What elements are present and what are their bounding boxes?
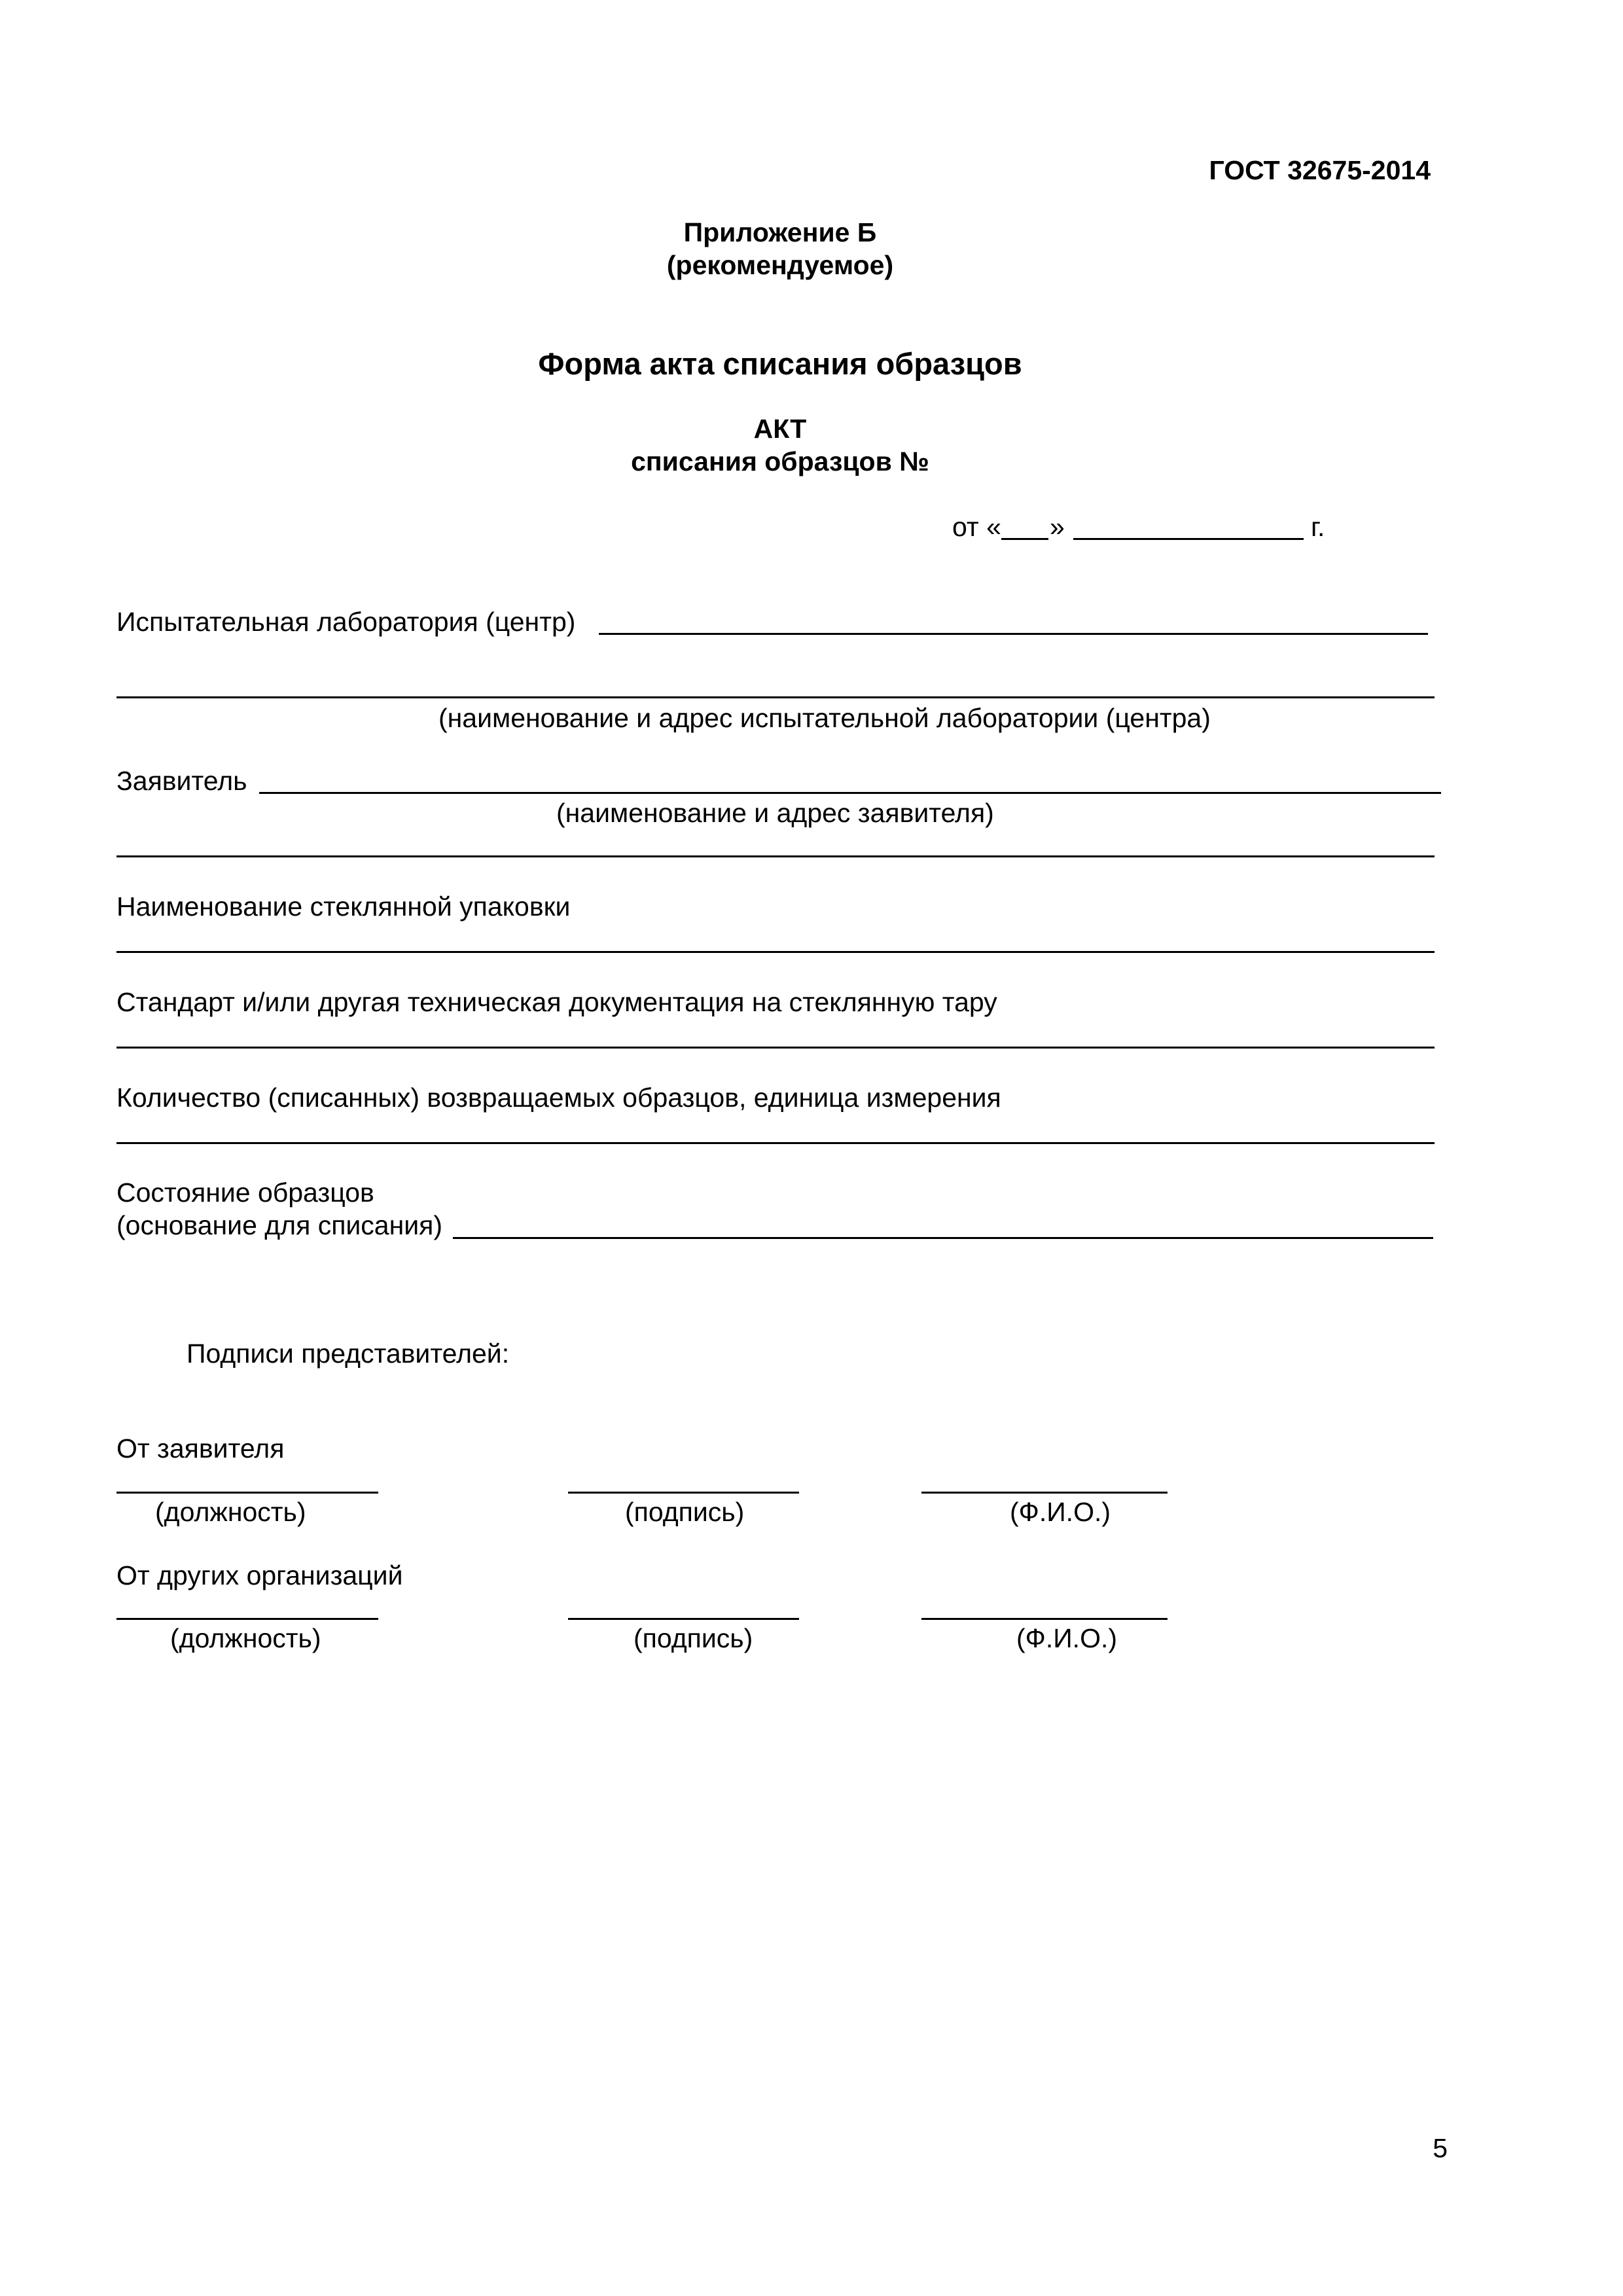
standard-header: ГОСТ 32675-2014 — [1209, 155, 1431, 185]
package-field[interactable] — [116, 951, 1435, 953]
quantity-field[interactable] — [116, 1142, 1435, 1144]
applicant-field[interactable] — [259, 792, 1441, 794]
others-signature-label: От других организаций — [116, 1560, 403, 1590]
standard-label: Стандарт и/или другая техническая документация на стеклянную тару — [116, 987, 997, 1017]
others-signature-caption: (подпись) — [633, 1623, 753, 1653]
date-month-field[interactable] — [1073, 538, 1304, 540]
applicant-position-field[interactable] — [116, 1492, 378, 1494]
date-day-field[interactable] — [1001, 538, 1048, 540]
lab-caption: (наименование и адрес испытательной лаборатории (центра) — [438, 703, 1211, 733]
lab-field-line-2[interactable] — [116, 696, 1435, 698]
others-name-field[interactable] — [921, 1618, 1168, 1620]
signatures-heading: Подписи представителей: — [187, 1338, 510, 1369]
applicant-name-caption: (Ф.И.О.) — [1010, 1497, 1111, 1527]
applicant-signature-caption: (подпись) — [625, 1497, 745, 1527]
others-position-field[interactable] — [116, 1618, 378, 1620]
package-label: Наименование стеклянной упаковки — [116, 891, 571, 922]
date-prefix: от « — [952, 512, 1001, 542]
applicant-signature-field[interactable] — [568, 1492, 799, 1494]
quantity-label: Количество (списанных) возвращаемых образцов, единица измерения — [116, 1083, 1001, 1113]
standard-field[interactable] — [116, 1047, 1435, 1049]
page-number: 5 — [1433, 2133, 1448, 2163]
condition-reason-label: (основание для списания) — [116, 1210, 443, 1240]
applicant-field-line-2[interactable] — [116, 855, 1435, 857]
others-name-caption: (Ф.И.О.) — [1016, 1623, 1118, 1653]
lab-field[interactable] — [599, 633, 1428, 635]
act-subtitle: списания образцов № — [631, 446, 929, 476]
condition-label: Состояние образцов — [116, 1177, 374, 1208]
appendix-subtitle: (рекомендуемое) — [666, 250, 894, 280]
applicant-name-field[interactable] — [921, 1492, 1168, 1494]
act-title: АКТ — [753, 414, 807, 444]
condition-field[interactable] — [453, 1237, 1433, 1239]
lab-label: Испытательная лаборатория (центр) — [116, 607, 576, 637]
applicant-caption: (наименование и адрес заявителя) — [556, 798, 994, 828]
date-quote-close: » — [1050, 512, 1065, 542]
appendix-title: Приложение Б — [683, 217, 877, 247]
others-signature-field[interactable] — [568, 1618, 799, 1620]
date-suffix: г. — [1311, 512, 1325, 542]
applicant-label: Заявитель — [116, 766, 247, 796]
others-position-caption: (должность) — [170, 1623, 321, 1653]
form-title: Форма акта списания образцов — [538, 346, 1022, 381]
applicant-position-caption: (должность) — [155, 1497, 306, 1527]
applicant-signature-label: От заявителя — [116, 1433, 285, 1463]
